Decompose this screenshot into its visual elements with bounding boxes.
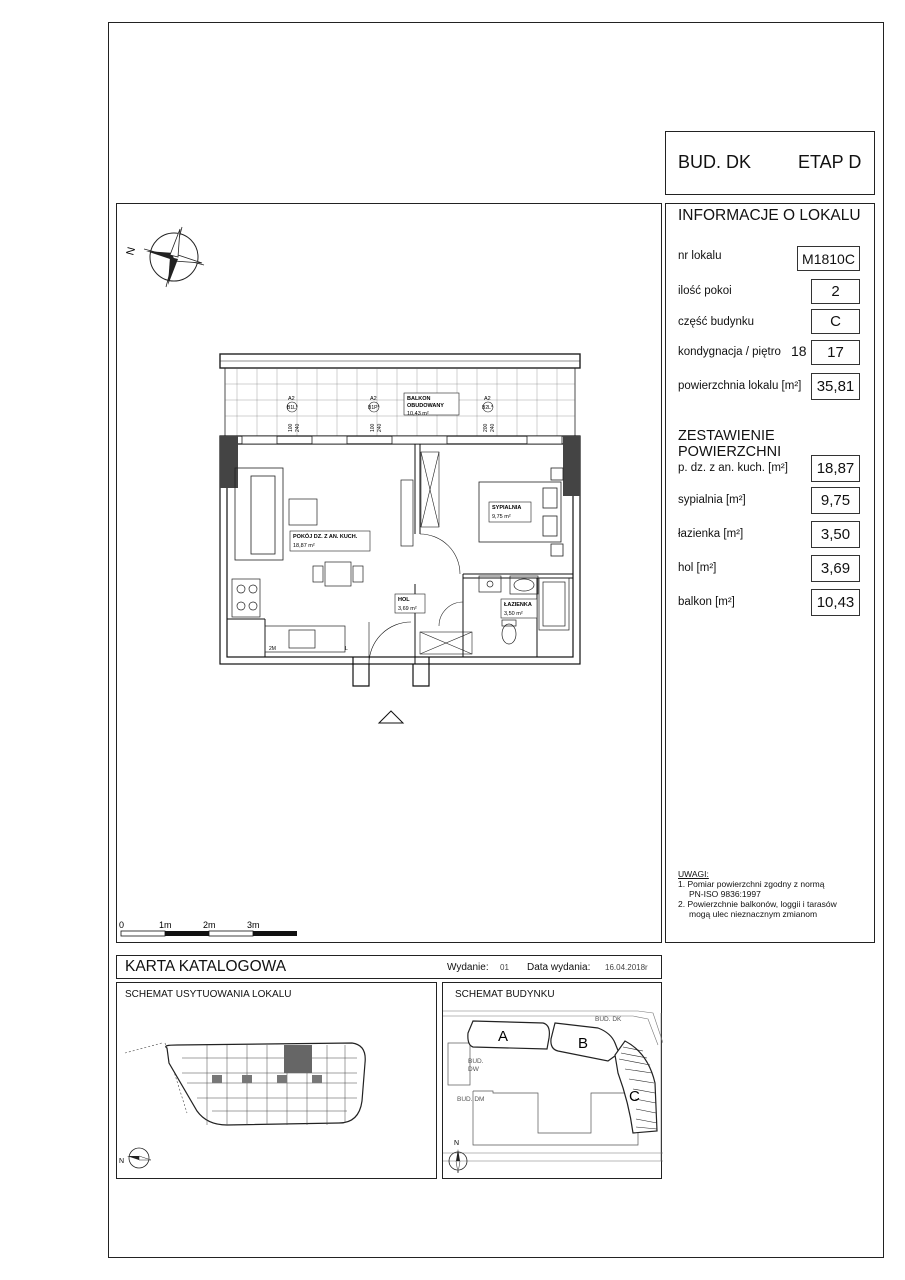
window-type-3: A2 [484, 396, 491, 402]
living-room-name: POKÓJ DZ. Z AN. KUCH. [293, 534, 358, 540]
building-scheme-panel [442, 982, 662, 1179]
entrance-arrow-icon [379, 711, 403, 723]
kitchen [232, 579, 345, 652]
notes-line-2: PN-ISO 9836:1997 [689, 889, 761, 899]
scale-label-1: 1m [159, 920, 172, 930]
bedroom-name: SYPIALNIA [492, 505, 522, 511]
window-type-2: A2 [370, 396, 377, 402]
bathroom-area: 3,50 m² [504, 611, 523, 617]
field-label-unit-number: nr lokalu [678, 250, 722, 262]
segment-a [468, 1021, 550, 1049]
location-compass-letter: N [119, 1158, 125, 1165]
field-label-building-part: część budynku [678, 316, 755, 328]
issue-value: 01 [500, 963, 509, 972]
building-scheme-drawing [443, 983, 663, 1180]
wardrobe [420, 452, 472, 654]
window-dim-1b: 240 [295, 423, 301, 432]
date-label: Data wydania: [527, 962, 591, 973]
kitchen-label-2m: 2M [269, 646, 276, 652]
info-panel [665, 203, 875, 943]
hall-area: 3,69 m² [398, 606, 417, 612]
building-label-dw-1: BUD. [468, 1058, 484, 1065]
scale-label-2: 2m [203, 920, 216, 930]
scale-label-3: 3m [247, 920, 260, 930]
field-value-building-part: C [811, 309, 860, 334]
segment-label-c: C [629, 1088, 640, 1105]
window-code-2: B1P° [368, 405, 380, 411]
window-type-1: A2 [288, 396, 295, 402]
walls [220, 436, 580, 664]
catalog-header [116, 955, 662, 979]
summary-value-bathroom: 3,50 [811, 521, 860, 548]
field-value-floor: 17 [811, 340, 860, 365]
window-dim-2a: 100 [370, 423, 376, 432]
issue-label: Wydanie: [447, 962, 489, 973]
notes-title: UWAGI: [678, 869, 709, 879]
notes-line-4: mogą ulec nieznacznym zmianom [689, 909, 818, 919]
building-label-dw-2: DW [468, 1066, 479, 1073]
field-value-area: 35,81 [811, 373, 860, 400]
window-dim-1a: 100 [288, 423, 294, 432]
tv-stand [401, 480, 413, 546]
bathroom-name: ŁAZIENKA [504, 602, 532, 608]
window-dim-2b: 240 [377, 423, 383, 432]
summary-label-balcony: balkon [m²] [678, 596, 735, 608]
summary-title: ZESTAWIENIE POWIERZCHNI [678, 428, 782, 460]
summary-label-bedroom: sypialnia [m²] [678, 494, 746, 506]
catalog-title: KARTA KATALOGOWA [125, 958, 287, 975]
field-value-unit-number: M1810C [797, 246, 860, 271]
compass-icon [144, 227, 204, 287]
window-code-3: B2L° [482, 405, 493, 411]
summary-value-balcony: 10,43 [811, 589, 860, 616]
summary-value-bedroom: 9,75 [811, 487, 860, 514]
summary-value-living: 18,87 [811, 455, 860, 482]
stage-label: ETAP D [798, 152, 862, 172]
balcony-name-1: BALKON [407, 396, 431, 402]
balcony-area: 10,43 m² [407, 411, 429, 417]
window-dim-3b: 240 [490, 423, 496, 432]
building-label: BUD. DK [678, 152, 752, 172]
exterior-windows [242, 436, 562, 444]
segment-label-a: A [498, 1028, 509, 1045]
bedroom-area: 9,75 m² [492, 514, 511, 520]
sofa [235, 468, 283, 560]
balcony-name-2: OBUDOWANY [407, 403, 444, 409]
location-scheme-panel [116, 982, 437, 1179]
kitchen-label-l: L [345, 646, 348, 652]
wall-solids [220, 436, 580, 496]
notes-line-3: 2. Powierzchnie balkonów, loggii i tarasów [678, 899, 837, 909]
hall-name: HOL [398, 597, 410, 603]
notes [678, 869, 868, 919]
scale-label-0: 0 [119, 920, 125, 930]
compass-letter: N [124, 245, 139, 257]
coffee-table [289, 499, 317, 525]
summary-label-living: p. dz. z an. kuch. [m²] [678, 462, 788, 474]
field-label-rooms: ilość pokoi [678, 285, 732, 297]
date-value: 16.04.2018r [605, 963, 648, 972]
window-code-1: B1L° [287, 405, 298, 411]
field-prefix-floor: 18 [791, 343, 807, 359]
notes-line-1: 1. Pomiar powierzchni zgodny z normą [678, 879, 825, 889]
entrance [353, 622, 429, 686]
interior-walls [227, 444, 573, 664]
header-box [665, 131, 875, 195]
building-compass-letter: N [454, 1140, 460, 1147]
dining-table [313, 562, 363, 586]
door-swings [420, 534, 463, 626]
window-dim-3a: 200 [483, 423, 489, 432]
info-title: INFORMACJE O LOKALU [678, 207, 861, 224]
summary-label-hall: hol [m²] [678, 562, 717, 574]
summary-label-bathroom: łazienka [m²] [678, 528, 744, 540]
floor-plan [117, 204, 663, 944]
field-label-floor: kondygnacja / piętro [678, 346, 781, 358]
plan-panel [116, 203, 662, 943]
balcony [220, 354, 580, 436]
segment-label-b: B [578, 1035, 589, 1052]
living-room-area: 18,87 m² [293, 543, 315, 549]
highlighted-unit [284, 1045, 312, 1073]
location-scheme-title: SCHEMAT USYTUOWANIA LOKALU [125, 989, 292, 1000]
location-compass-icon [127, 1148, 151, 1168]
building-scheme-title: SCHEMAT BUDYNKU [455, 989, 555, 1000]
field-value-rooms: 2 [811, 279, 860, 304]
summary-value-hall: 3,69 [811, 555, 860, 582]
building-label-dk: BUD. DK [595, 1016, 622, 1023]
scale-bar [121, 931, 297, 936]
field-label-area: powierzchnia lokalu [m²] [678, 380, 802, 392]
building-label-dm: BUD. DM [457, 1096, 485, 1103]
location-scheme-drawing [117, 983, 438, 1180]
